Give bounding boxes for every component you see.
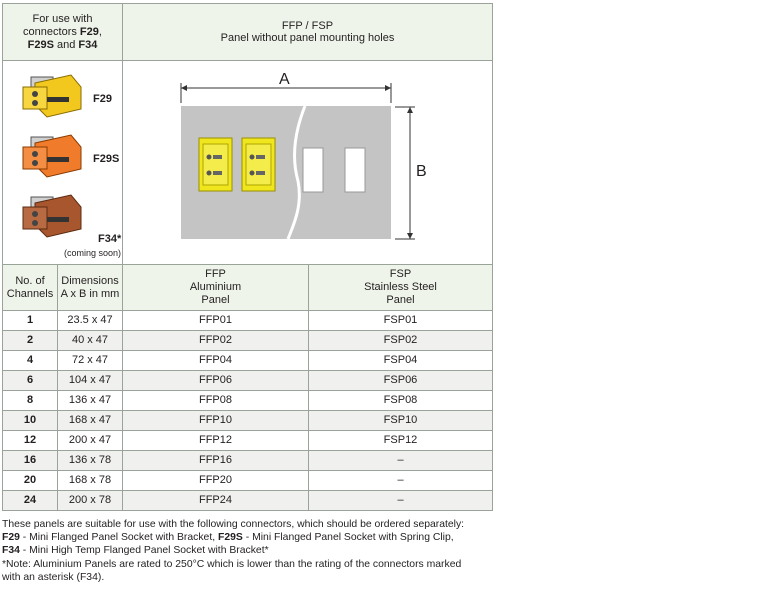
f34-label: F34* (98, 233, 122, 245)
col-dim-l2: A x B in mm (60, 287, 120, 300)
f29s-ref: F29S (27, 38, 54, 51)
cell-channels: 10 (3, 411, 58, 431)
note-f34-code: F34 (2, 545, 20, 557)
cell-ffp: FFP24 (123, 491, 309, 511)
cell-fsp: FSP08 (309, 391, 493, 411)
table-row (3, 351, 493, 371)
col-channels-l2: Channels (6, 287, 54, 300)
note-f34-text: - Mini High Temp Flanged Panel Socket with Bracket* (19, 545, 269, 557)
f29-connector-image (23, 75, 81, 117)
cell-fsp: FSP06 (309, 371, 493, 391)
cell-fsp: FSP02 (309, 331, 493, 351)
note-f29s-code: F29S (218, 532, 243, 544)
dim-b-label: B (416, 163, 427, 180)
cell-channels: 2 (3, 331, 58, 351)
cutout-1 (303, 148, 323, 192)
col-fsp-l3: Panel (386, 294, 415, 306)
f29s-connector-image (23, 135, 81, 177)
cell-ffp: FFP08 (123, 391, 309, 411)
cell-fsp: – (309, 471, 493, 491)
f29-label: F29 (93, 93, 112, 105)
cell-fsp: FSP04 (309, 351, 493, 371)
socket-1 (199, 138, 232, 191)
use-with-cell (3, 4, 123, 61)
table-row (3, 311, 493, 331)
cell-dimensions: 104 x 47 (58, 371, 123, 391)
cell-dimensions: 72 x 47 (58, 351, 123, 371)
coming-soon-note: (coming soon) (64, 248, 122, 258)
cell-channels: 20 (3, 471, 58, 491)
note-asterisk-2: with an asterisk (F34). (2, 571, 105, 583)
cell-dimensions: 23.5 x 47 (58, 311, 123, 331)
col-fsp (309, 265, 493, 311)
col-fsp-l2: Stainless Steel (364, 281, 437, 293)
use-with-line2: connectors (23, 25, 80, 38)
note-f29-text: - Mini Flanged Panel Socket with Bracket, (19, 532, 218, 544)
cutout-2 (345, 148, 365, 192)
col-dim-l1: Dimensions (61, 274, 119, 287)
dim-a-label: A (279, 71, 290, 88)
cell-ffp: FFP20 (123, 471, 309, 491)
cell-fsp: FSP01 (309, 311, 493, 331)
col-channels (3, 265, 58, 311)
cell-fsp: – (309, 451, 493, 471)
cell-dimensions: 136 x 78 (58, 451, 123, 471)
col-ffp-l2: Aluminium (189, 281, 242, 293)
cell-dimensions: 136 x 47 (58, 391, 123, 411)
title-cell (123, 4, 493, 61)
and-text: and (53, 38, 79, 51)
cell-dimensions: 200 x 78 (58, 491, 123, 511)
table-title: FFP / FSP (281, 20, 334, 32)
table-subtitle: Panel without panel mounting holes (220, 32, 395, 44)
f34-ref: F34 (78, 38, 98, 51)
cell-dimensions: 40 x 47 (58, 331, 123, 351)
table-row (3, 371, 493, 391)
connector-images-cell (3, 61, 123, 265)
table-row (3, 331, 493, 351)
cell-channels: 16 (3, 451, 58, 471)
col-fsp-l1: FSP (389, 268, 412, 280)
table-row (3, 411, 493, 431)
f29-ref: F29 (79, 25, 99, 38)
cell-dimensions: 168 x 47 (58, 411, 123, 431)
cell-ffp: FFP16 (123, 451, 309, 471)
table-row (3, 391, 493, 411)
cell-ffp: FFP01 (123, 311, 309, 331)
cell-fsp: FSP10 (309, 411, 493, 431)
col-ffp-l3: Panel (201, 294, 230, 306)
notes-intro: These panels are suitable for use with the following connectors, which should be ordered separately: (2, 519, 465, 530)
cell-dimensions: 168 x 78 (58, 471, 123, 491)
note-f29s-text: - Mini Flanged Panel Socket with Spring Clip, (242, 532, 454, 544)
notes-connectors (2, 531, 497, 544)
cell-channels: 4 (3, 351, 58, 371)
cell-channels: 12 (3, 431, 58, 451)
cell-channels: 8 (3, 391, 58, 411)
col-ffp (123, 265, 309, 311)
table-row (3, 471, 493, 491)
cell-channels: 6 (3, 371, 58, 391)
cell-ffp: FFP02 (123, 331, 309, 351)
cell-ffp: FFP06 (123, 371, 309, 391)
cell-ffp: FFP04 (123, 351, 309, 371)
table-row (3, 451, 493, 471)
cell-channels: 1 (3, 311, 58, 331)
cell-fsp: FSP12 (309, 431, 493, 451)
panel-diagram (123, 61, 493, 264)
footnotes (2, 518, 497, 584)
col-ffp-l1: FFP (205, 268, 226, 280)
cell-channels: 24 (3, 491, 58, 511)
note-asterisk-1: *Note: Aluminium Panels are rated to 250°C which is lower than the rating of the connectors marked (2, 558, 462, 570)
cell-dimensions: 200 x 47 (58, 431, 123, 451)
notes-f34 (2, 544, 497, 557)
cell-fsp: – (309, 491, 493, 511)
col-channels-l1: No. of (15, 274, 45, 287)
col-dimensions (58, 265, 123, 311)
panel-table (2, 3, 493, 511)
use-with-line1: For use with (32, 12, 93, 25)
table-row (3, 491, 493, 511)
note-f29-code: F29 (2, 532, 20, 544)
cell-ffp: FFP12 (123, 431, 309, 451)
f29s-label: F29S (93, 153, 120, 165)
socket-2 (242, 138, 275, 191)
table-row (3, 431, 493, 451)
f34-connector-image (23, 195, 81, 237)
cell-ffp: FFP10 (123, 411, 309, 431)
comma-text: , (98, 25, 102, 38)
panel-diagram-cell (123, 61, 493, 265)
